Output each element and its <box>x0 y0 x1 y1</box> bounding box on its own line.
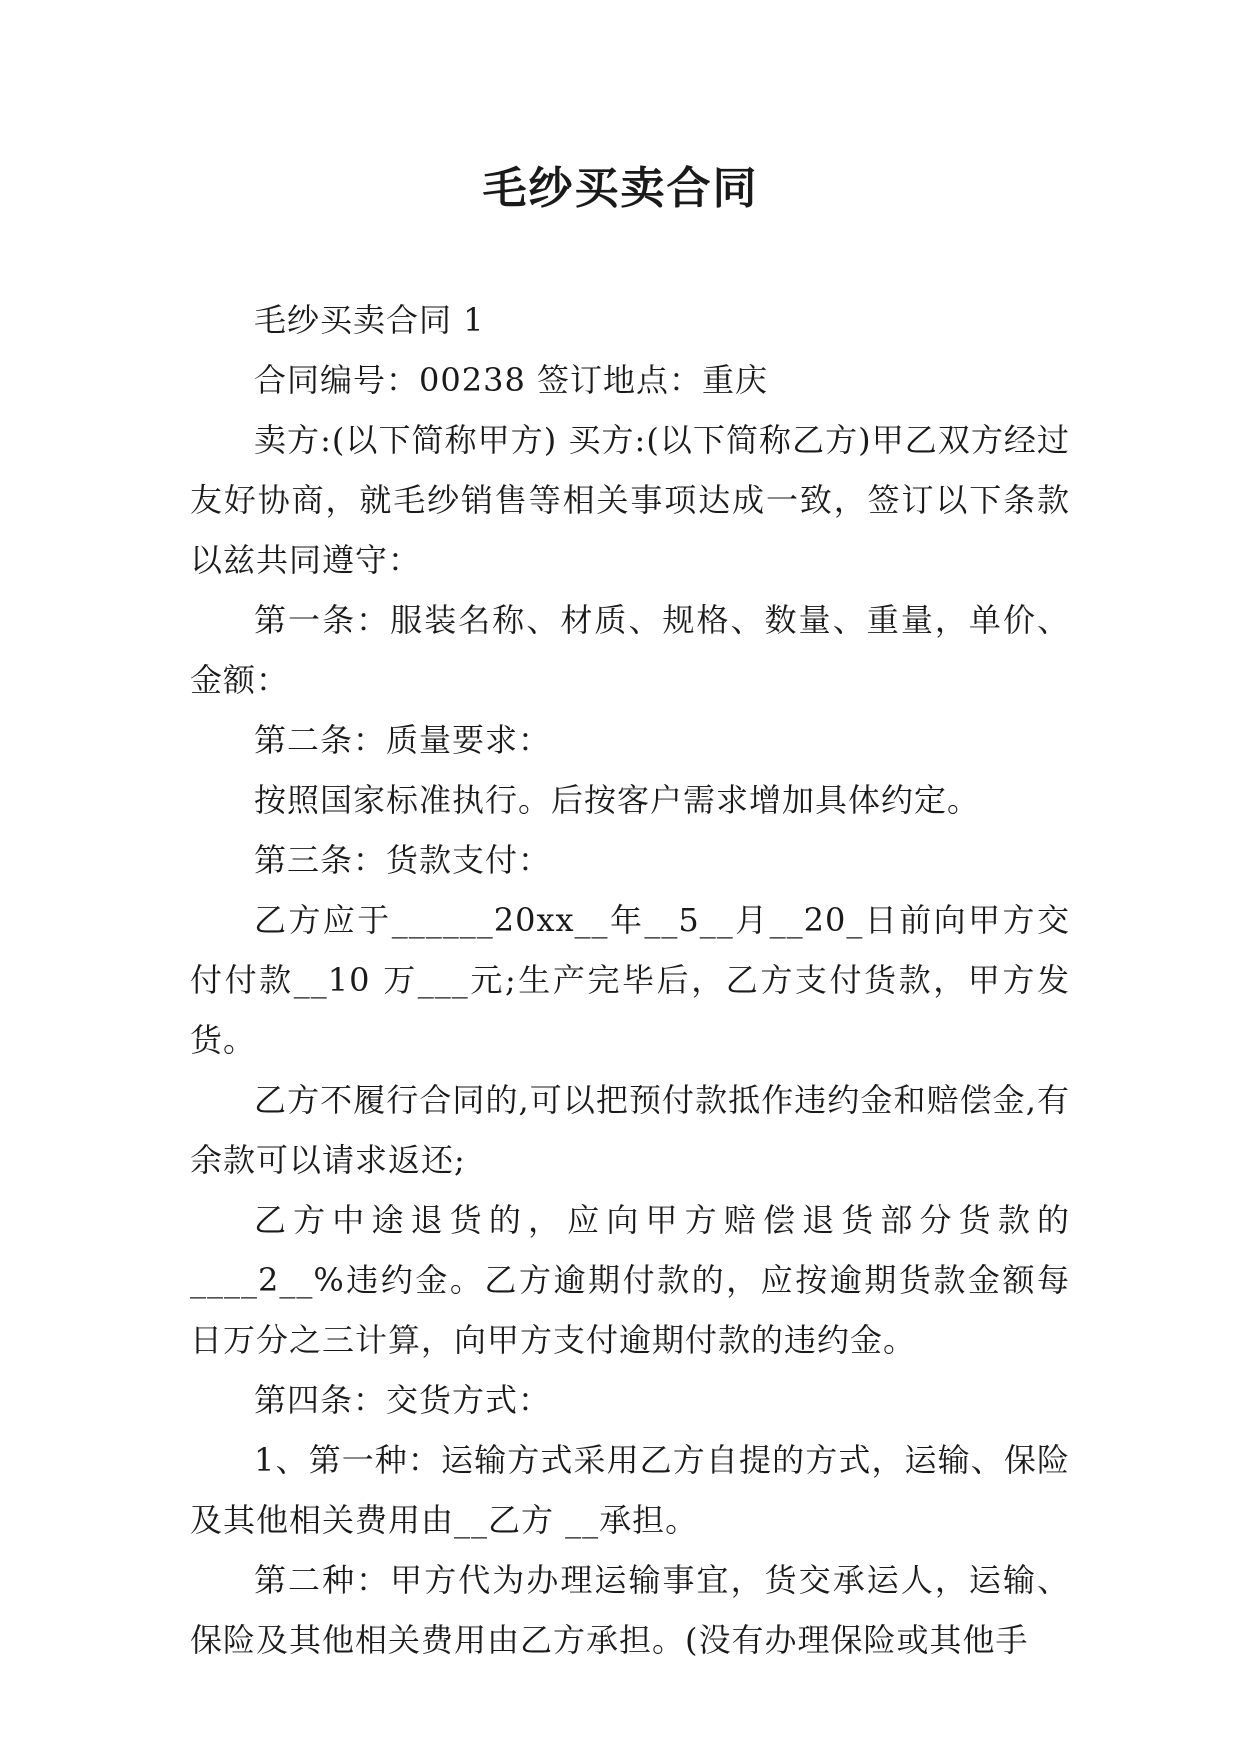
paragraph-article-2: 第二条：质量要求： <box>254 721 552 759</box>
document-body <box>190 290 1070 1670</box>
paragraph-article-3: 第三条：货款支付： <box>254 841 552 879</box>
document-title: 毛纱买卖合同 <box>482 163 759 214</box>
paragraph-parties: 卖方:(以下简称甲方) 买方:(以下简称乙方)甲乙双方经过友好协商，就毛纱销售等相关事项达成一致，签订以下条款以兹共同遵守： <box>190 421 1070 579</box>
paragraph-delivery-2: 第二种：甲方代为办理运输事宜，货交承运人，运输、保险及其他相关费用由乙方承担。(没有办理保险或其他手 <box>190 1561 1070 1659</box>
paragraph-article-4: 第四条：交货方式： <box>254 1381 552 1419</box>
paragraph-default: 乙方不履行合同的,可以把预付款抵作违约金和赔偿金,有余款可以请求返还; <box>190 1081 1070 1179</box>
paragraph-return: 乙方中途退货的，应向甲方赔偿退货部分货款的____2__%违约金。乙方逾期付款的，应按逾期货款金额每日万分之三计算，向甲方支付逾期付款的违约金。 <box>190 1201 1070 1359</box>
paragraph-heading-1: 毛纱买卖合同 1 <box>254 301 485 339</box>
paragraph-article-1: 第一条：服装名称、材质、规格、数量、重量，单价、金额： <box>190 601 1070 699</box>
paragraph-contract-number: 合同编号：00238 签订地点：重庆 <box>254 361 768 399</box>
paragraph-payment: 乙方应于______20xx__年__5__月__20_日前向甲方交付付款__10 万___元;生产完毕后，乙方支付货款，甲方发货。 <box>190 901 1070 1059</box>
paragraph-delivery-1: 1、第一种：运输方式采用乙方自提的方式，运输、保险及其他相关费用由__乙方 __承担。 <box>190 1441 1070 1539</box>
paragraph-quality: 按照国家标准执行。后按客户需求增加具体约定。 <box>254 781 981 819</box>
